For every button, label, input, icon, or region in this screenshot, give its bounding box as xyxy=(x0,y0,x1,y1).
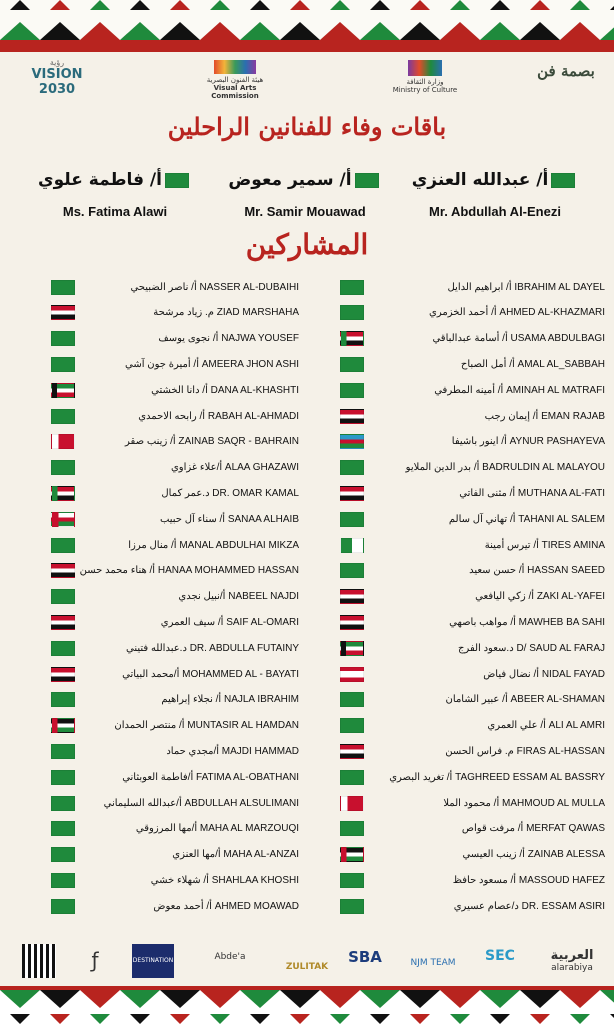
pattern-triangle xyxy=(130,1014,150,1024)
participant-name: أ/ محمود الملا MAHMOUD AL MULLA xyxy=(443,797,605,809)
participant-name: م. فراس الحسن FIRAS AL-HASSAN xyxy=(445,745,605,757)
participant-name: د/عصام عسيري DR. ESSAM ASIRI xyxy=(453,900,605,912)
participant-row xyxy=(48,378,303,402)
participant-row xyxy=(337,817,609,841)
participant-name: أ/ أسامة عبدالباقي USAMA ABDULBAGI xyxy=(432,333,605,345)
pattern-triangle xyxy=(560,990,600,1008)
participant-name: أ/ عبير الشامان ABEER AL-SHAMAN xyxy=(445,694,605,706)
pattern-triangle xyxy=(480,990,520,1008)
participant-row xyxy=(48,301,303,325)
honoree-2-en: Mr. Samir Mouawad xyxy=(244,204,366,219)
flag-icon xyxy=(51,615,75,630)
pattern-triangle xyxy=(600,22,614,40)
participant-name: أ/ منال مرزا MANAL ABDULHAI MIKZA xyxy=(128,539,299,551)
participant-name: أ/ أميرة جون آشي AMEERA JHON ASHI xyxy=(124,358,299,370)
pattern-triangle xyxy=(200,990,240,1008)
participant-row xyxy=(337,739,609,763)
saudi-flag-icon xyxy=(551,173,575,188)
zulitak-logo: ZULITAK xyxy=(285,962,329,972)
participant-row xyxy=(337,327,609,351)
pattern-triangle xyxy=(210,0,230,10)
flag-icon xyxy=(340,744,364,759)
flag-icon xyxy=(340,667,364,682)
participants-heading: المشاركين xyxy=(245,228,369,261)
participant-name: أ/ أحمد معوض AHMED MOAWAD xyxy=(153,900,299,912)
flag-icon xyxy=(340,383,364,398)
participant-row xyxy=(48,533,303,557)
pattern-triangle xyxy=(360,990,400,1008)
participant-name: أ/ منتصر الحمدان MUNTASIR AL HAMDAN xyxy=(114,720,299,732)
pattern-triangle xyxy=(250,0,270,10)
participant-name: أ/نبيل نجدي NABEEL NAJDI xyxy=(178,591,299,603)
pattern-triangle xyxy=(490,0,510,10)
flag-icon xyxy=(51,512,75,527)
bottom-pattern-band xyxy=(0,990,614,1024)
pattern-triangle xyxy=(570,1014,590,1024)
participant-row xyxy=(337,559,609,583)
pattern-triangle xyxy=(80,22,120,40)
flag-icon xyxy=(51,409,75,424)
flag-icon xyxy=(51,434,75,449)
pattern-triangle xyxy=(320,22,360,40)
pattern-triangle xyxy=(170,1014,190,1024)
pattern-triangle xyxy=(520,990,560,1008)
participant-row xyxy=(48,456,303,480)
participant-name: أ/ سناء آل حبيب SANAA ALHAIB xyxy=(159,513,299,525)
pattern-triangle xyxy=(0,22,40,40)
participant-name: أ/ مسعود حافظ MASSOUD HAFEZ xyxy=(452,874,605,886)
pattern-triangle xyxy=(440,22,480,40)
pattern-triangle xyxy=(530,1014,550,1024)
participant-name: أ/ ناصر الضبيحي NASSER AL-DUBAIHI xyxy=(130,281,299,293)
flag-icon xyxy=(51,589,75,604)
participant-row xyxy=(48,739,303,763)
participant-row xyxy=(337,765,609,789)
participant-row xyxy=(337,404,609,428)
flag-icon xyxy=(51,331,75,346)
pattern-triangle xyxy=(520,22,560,40)
participant-row xyxy=(48,868,303,892)
participant-row xyxy=(48,585,303,609)
top-red-bar xyxy=(0,40,614,52)
participant-row xyxy=(48,352,303,376)
participant-row xyxy=(48,894,303,918)
pattern-triangle xyxy=(480,22,520,40)
participant-name: أ/ هناء محمد حسن HANAA MOHAMMED HASSAN xyxy=(79,565,299,577)
flag-icon xyxy=(51,718,75,733)
pattern-triangle xyxy=(160,22,200,40)
flag-icon xyxy=(51,538,75,553)
participant-row xyxy=(337,533,609,557)
pattern-triangle xyxy=(360,22,400,40)
participant-name: أ/ اينور باشيفا AYNUR PASHAYEVA xyxy=(451,436,605,448)
participant-name: أ/مها المرزوقي MAHA AL MARZOUQI xyxy=(135,823,299,835)
flag-icon xyxy=(51,873,75,888)
participant-name: أ/ مثنى الفاتي MUTHANA AL-FATI xyxy=(459,487,605,499)
bottom-triangle-pattern xyxy=(0,990,614,1024)
pattern-triangle xyxy=(120,22,160,40)
participant-row xyxy=(337,481,609,505)
pattern-triangle xyxy=(90,0,110,10)
participant-row xyxy=(337,456,609,480)
participant-row xyxy=(337,868,609,892)
flag-icon xyxy=(340,873,364,888)
vac-label: Visual Arts Commission xyxy=(211,84,259,100)
honoree-3-en: Ms. Fatima Alawi xyxy=(62,204,168,219)
flag-icon xyxy=(340,434,364,449)
pattern-triangle xyxy=(130,0,150,10)
participant-row xyxy=(48,817,303,841)
vision-2030-logo xyxy=(22,58,92,97)
participant-name: أ/ زينب العيسي ZAINAB ALESSA xyxy=(462,849,605,861)
destination-logo: DESTINATION xyxy=(132,944,174,978)
pattern-triangle xyxy=(40,990,80,1008)
sec-logo: SEC xyxy=(485,948,515,964)
pattern-triangle xyxy=(290,1014,310,1024)
participant-row xyxy=(337,662,609,686)
participant-name: أ/ مواهب باصهي MAWHEB BA SAHI xyxy=(449,616,605,628)
participant-row xyxy=(337,430,609,454)
pattern-triangle xyxy=(210,1014,230,1024)
pattern-triangle xyxy=(530,0,550,10)
pattern-triangle xyxy=(280,22,320,40)
njm-team-logo: NJM TEAM xyxy=(410,958,456,968)
participant-row xyxy=(48,404,303,428)
participant-row xyxy=(337,843,609,867)
participant-name: أ/ مرفت قواص MERFAT QAWAS xyxy=(461,823,605,835)
honoree-1-en: Mr. Abdullah Al-Enezi xyxy=(429,204,561,219)
participant-row xyxy=(48,610,303,634)
participant-name: أ/ نجوى يوسف NAJWA YOUSEF xyxy=(158,333,299,345)
participant-name: د.عبدالله فتيني DR. ABDULLA FUTAINY xyxy=(126,642,299,654)
top-triangle-pattern xyxy=(0,0,614,40)
participant-row xyxy=(48,636,303,660)
participant-name: أ/فاطمة العوبثاني FATIMA AL-OBATHANI xyxy=(122,771,299,783)
pattern-triangle xyxy=(370,1014,390,1024)
flag-icon xyxy=(51,563,75,578)
saudi-flag-icon xyxy=(165,173,189,188)
moc-ar: وزارة الثقافة xyxy=(406,78,444,86)
alarabiya-logo xyxy=(542,948,602,973)
participant-name: أ/محمد البياتي MOHAMMED AL - BAYATI xyxy=(122,668,299,680)
pattern-triangle xyxy=(370,0,390,10)
participant-row xyxy=(48,507,303,531)
flag-icon xyxy=(51,692,75,707)
flag-icon xyxy=(340,692,364,707)
participant-row xyxy=(337,636,609,660)
participant-name: أ/ زينب صقر ZAINAB SAQR - BAHRAIN xyxy=(125,436,299,448)
flag-icon xyxy=(340,538,364,553)
pattern-triangle xyxy=(80,990,120,1008)
flag-icon xyxy=(51,486,75,501)
signature-logo: ƒ xyxy=(91,948,99,972)
pattern-triangle xyxy=(50,0,70,10)
vac-ar: هيئة الفنون البصرية xyxy=(206,76,264,84)
participant-name: أ/ تيرس أمينة TIRES AMINA xyxy=(484,539,605,551)
pattern-triangle xyxy=(570,0,590,10)
pattern-triangle xyxy=(600,990,614,1008)
participant-name: أ/ رابحه الاحمدي RABAH AL-AHMADI xyxy=(138,410,299,422)
participant-row xyxy=(48,275,303,299)
honoree-3 xyxy=(15,170,215,219)
pattern-triangle xyxy=(40,22,80,40)
flag-icon xyxy=(51,796,75,811)
ministry-of-culture-logo xyxy=(385,60,465,94)
flag-icon xyxy=(340,280,364,295)
pattern-triangle xyxy=(560,22,600,40)
pattern-triangle xyxy=(0,990,40,1008)
pattern-triangle xyxy=(400,990,440,1008)
participant-row xyxy=(48,714,303,738)
participant-name: أ/ بدر الدين الملايو BADRULDIN AL MALAYOU xyxy=(405,462,605,474)
saudi-flag-icon xyxy=(355,173,379,188)
pattern-triangle xyxy=(90,1014,110,1024)
flag-icon xyxy=(51,280,75,295)
visual-arts-commission-logo xyxy=(190,60,280,100)
pattern-triangle xyxy=(250,1014,270,1024)
participant-name: أ/عبدالله السليماني ABDULLAH ALSULIMANI xyxy=(103,797,299,809)
pattern-triangle xyxy=(610,0,614,10)
flag-icon xyxy=(340,770,364,785)
participant-name: أ/ إيمان رجب EMAN RAJAB xyxy=(484,410,605,422)
participant-row xyxy=(337,688,609,712)
participant-row xyxy=(337,610,609,634)
participant-row xyxy=(337,894,609,918)
flag-icon xyxy=(340,331,364,346)
sba-logo: SBA xyxy=(348,948,382,966)
honoree-2 xyxy=(205,170,405,219)
flag-icon xyxy=(51,305,75,320)
participant-name: أ/ نجلاء إبراهيم NAJLA IBRAHIM xyxy=(161,694,299,706)
sponsor-logos xyxy=(0,940,614,986)
pattern-triangle xyxy=(410,1014,430,1024)
pattern-triangle xyxy=(330,0,350,10)
flag-icon xyxy=(340,305,364,320)
participant-name: أ/ دانا الخشتي DANA AL-KHASHTI xyxy=(151,384,299,396)
participant-row xyxy=(48,765,303,789)
participant-name: د.عمر كمال DR. OMAR KAMAL xyxy=(161,487,299,499)
pattern-triangle xyxy=(490,1014,510,1024)
alarabiya-ar: العربية xyxy=(550,948,594,963)
participant-row xyxy=(337,507,609,531)
participant-row xyxy=(48,688,303,712)
pattern-triangle xyxy=(200,22,240,40)
participant-name: أ/مجدي حماد MAJDI HAMMAD xyxy=(166,745,299,757)
flag-icon xyxy=(340,589,364,604)
flag-icon xyxy=(340,409,364,424)
flag-icon xyxy=(340,460,364,475)
honoree-3-ar: أ/ فاطمة علوي xyxy=(38,170,162,190)
honoree-1 xyxy=(395,170,595,219)
pattern-triangle xyxy=(450,0,470,10)
vision-sub: رؤية xyxy=(49,58,65,67)
flag-icon xyxy=(51,821,75,836)
participant-row xyxy=(48,559,303,583)
vision-label: VISION 2030 xyxy=(31,67,83,97)
participant-name: أ/علاء غزاوي ALAA GHAZAWI xyxy=(170,462,299,474)
participant-name: أ/ ابراهيم الدايل IBRAHIM AL DAYEL xyxy=(447,281,605,293)
participant-name: م. زياد مرشحة ZIAD MARSHAHA xyxy=(153,307,299,319)
participant-name: أ/مها العنزي MAHA AL-ANZAI xyxy=(172,849,299,861)
header-logos xyxy=(0,60,614,110)
participant-name: أ/ علي العمري ALI AL AMRI xyxy=(487,720,605,732)
pattern-triangle xyxy=(120,990,160,1008)
pattern-triangle xyxy=(50,1014,70,1024)
flag-icon xyxy=(51,460,75,475)
participant-name: أ/ حسن سعيد HASSAN SAEED xyxy=(469,565,605,577)
flag-icon xyxy=(51,641,75,656)
participant-row xyxy=(48,327,303,351)
participant-name: أ/ أمينه المطرفي AMINAH AL MATRAFI xyxy=(434,384,605,396)
flag-icon xyxy=(51,357,75,372)
pattern-triangle xyxy=(450,1014,470,1024)
pattern-triangle xyxy=(410,0,430,10)
moc-color-bars xyxy=(408,60,442,76)
pattern-triangle xyxy=(170,0,190,10)
participant-row xyxy=(337,275,609,299)
flag-icon xyxy=(340,821,364,836)
flag-icon xyxy=(340,563,364,578)
flag-icon xyxy=(51,667,75,682)
honoree-2-ar: أ/ سمير معوض xyxy=(228,170,352,190)
pattern-triangle xyxy=(240,990,280,1008)
flag-icon xyxy=(51,847,75,862)
participant-row xyxy=(48,430,303,454)
flag-icon xyxy=(51,899,75,914)
pattern-triangle xyxy=(240,22,280,40)
flag-icon xyxy=(51,770,75,785)
participant-name: أ/ تغريد البصري TAGHREED ESSAM AL BASSRY xyxy=(389,771,605,783)
top-pattern-band xyxy=(0,0,614,40)
participant-name: أ/ أحمد الخزمري AHMED AL-KHAZMARI xyxy=(429,307,605,319)
participant-name: أ/ زكي اليافعي ZAKI AL-YAFEI xyxy=(475,591,605,603)
pattern-triangle xyxy=(330,1014,350,1024)
flag-icon xyxy=(340,486,364,501)
pattern-triangle xyxy=(610,1014,614,1024)
participant-name: أ/ نضال فياض NIDAL FAYAD xyxy=(483,668,605,680)
pattern-triangle xyxy=(160,990,200,1008)
participant-row xyxy=(337,585,609,609)
flag-icon xyxy=(340,718,364,733)
pattern-triangle xyxy=(440,990,480,1008)
flag-icon xyxy=(340,512,364,527)
participant-row xyxy=(48,843,303,867)
participant-row xyxy=(337,352,609,376)
participant-name: د.سعود الفرج D/ SAUD AL FARAJ xyxy=(457,642,605,654)
participant-row xyxy=(337,714,609,738)
participant-row xyxy=(48,791,303,815)
participant-row xyxy=(48,662,303,686)
flag-icon xyxy=(340,796,364,811)
pattern-triangle xyxy=(10,1014,30,1024)
participant-name: أ/ تهاني آل سالم TAHANI AL SALEM xyxy=(448,513,605,525)
flag-icon xyxy=(340,641,364,656)
flag-icon xyxy=(340,357,364,372)
flag-icon xyxy=(340,899,364,914)
qr-code xyxy=(22,944,56,978)
basmat-fan-logo: بصمة فن xyxy=(537,62,595,80)
pattern-triangle xyxy=(400,22,440,40)
participant-row xyxy=(337,791,609,815)
pattern-triangle xyxy=(320,990,360,1008)
abdea-logo: Abde'a xyxy=(214,952,246,962)
alarabiya-label: alarabiya xyxy=(551,963,593,973)
flag-icon xyxy=(340,847,364,862)
participant-name: أ/ شهلاء خشي SHAHLAA KHOSHI xyxy=(150,874,299,886)
pattern-triangle xyxy=(10,0,30,10)
vac-color-bars xyxy=(214,60,256,74)
participant-row xyxy=(337,301,609,325)
honoree-1-ar: أ/ عبدالله العنزي xyxy=(411,170,549,190)
pattern-triangle xyxy=(280,990,320,1008)
flag-icon xyxy=(51,383,75,398)
flag-icon xyxy=(340,615,364,630)
participant-row xyxy=(337,378,609,402)
pattern-triangle xyxy=(290,0,310,10)
moc-label: Ministry of Culture xyxy=(392,86,458,94)
participant-name: أ/ سيف العمري SAIF AL-OMARI xyxy=(160,616,299,628)
flag-icon xyxy=(51,744,75,759)
participant-row xyxy=(48,481,303,505)
page-title: باقات وفاء للفنانين الراحلين xyxy=(167,112,447,141)
participant-name: أ/ أمل الصباح AMAL AL_SABBAH xyxy=(460,358,605,370)
